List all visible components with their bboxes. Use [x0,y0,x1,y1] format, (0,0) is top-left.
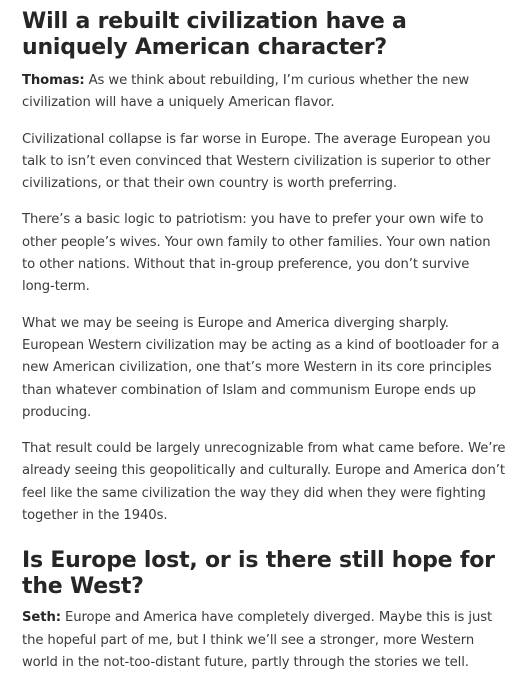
paragraph-diverging: What we may be seeing is Europe and America diverging sharply. European Western civilization may be acting as a kind of bootloader for a new American civilization, one that’s more Western in its core principles than whatever combination of Islam and communism Europe ends up producing. [22,315,500,420]
section-heading-europe-lost: Is Europe lost, or is there still hope for the West? [22,548,495,600]
paragraph-seth [22,607,506,674]
speaker-label: Seth: [22,610,61,626]
paragraph-text: As we think about rebuilding, I’m curious whether the new civilization will have a uniquely American flavor. [22,73,470,111]
paragraph-text: Europe and America have completely diverged. Maybe this is just the hopeful part of me, but I think we’ll see a stronger, more Western world in the not-too-distant future, partly through the stories we tell. [22,610,493,670]
article-body [22,0,506,674]
paragraph-thomas-intro [22,70,506,115]
paragraph-patriotism: There’s a basic logic to patriotism: you have to prefer your own wife to other people’s wives. Your own family to other families. Your own nation to other nations. Without that in-group preference, you don’t survive long-term. [22,212,491,295]
section-heading-american-character: Will a rebuilt civilization have a uniquely American character? [22,9,407,60]
speaker-label: Thomas: [22,73,85,88]
paragraph-civilizational-collapse: Civilizational collapse is far worse in Europe. The average European you talk to isn’t even convinced that Western civilization is superior to other civilizations, or that their own country is worth preferring. [22,131,491,192]
paragraph-unrecognizable: That result could be largely unrecognizable from what came before. We’re already seeing this geopolitically and culturally. Europe and America don’t feel like the same civilization the way they did when they were fighting together in the 1940s. [22,441,506,524]
